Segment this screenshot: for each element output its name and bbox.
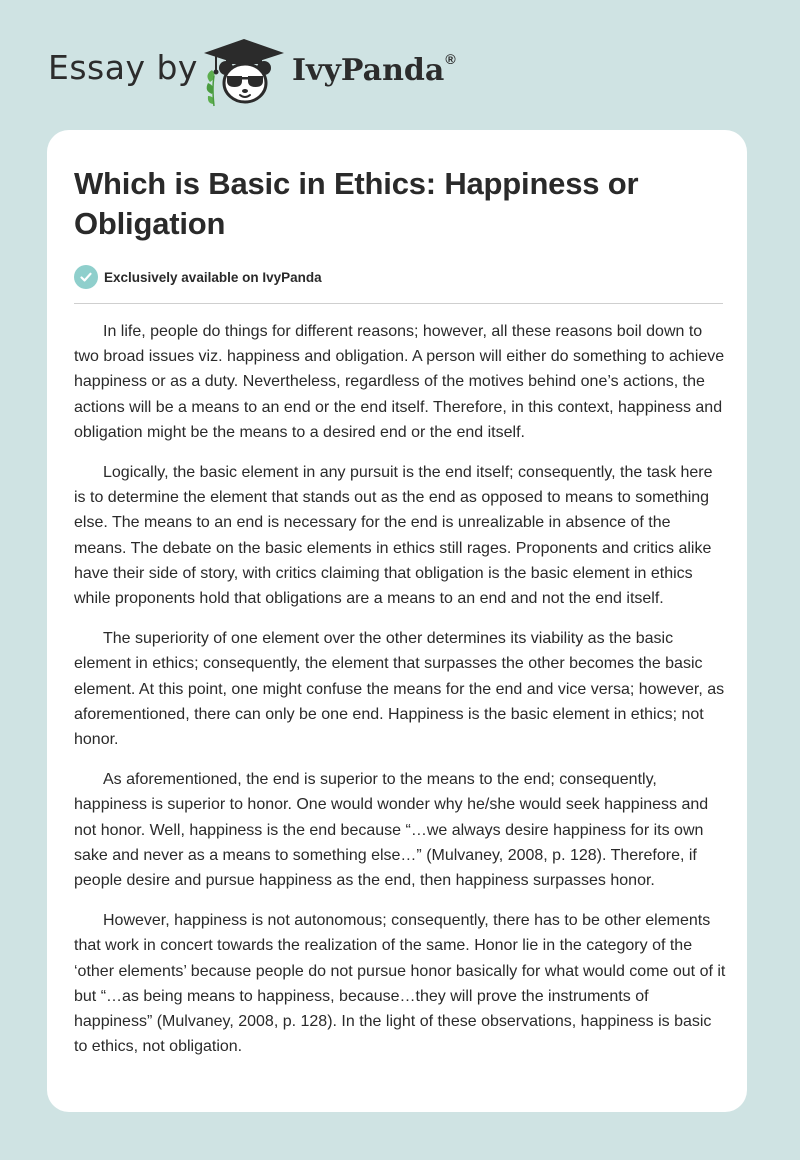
paragraph: In life, people do things for different reasons; however, all these reasons boil down to two broad issues viz. happiness and obligation. A person will either do something to achieve happiness or as a duty. Nevertheless, regardless of the motives behind one’s actions, the actions will be a means to an end or the end itself. Therefore, in this context, happiness and obligation might be the means to a desired end or the end itself.	[74, 323, 725, 441]
essay-card	[47, 130, 747, 1112]
site-header	[0, 0, 800, 130]
badge-text: Exclusively available on IvyPanda	[104, 269, 322, 285]
paragraph: Logically, the basic element in any pursuit is the end itself; consequently, the task here is to determine the element that stands out as the end as opposed to means to something else. The means to an end is necessary for the end is unrealizable in absence of the means. The debate on the basic elements in ethics still rages. Proponents and critics alike have their side of story, with critics claiming that obligation is the basic element in ethics while proponents hold that obligations are a means to an end and not the end itself.	[74, 464, 713, 608]
essay-body	[74, 319, 727, 1074]
paragraph: As aforementioned, the end is superior to the means to the end; consequently, happiness is superior to honor. One would wonder why he/she would seek happiness and not honor. Well, happiness is the end because “…we always desire happiness for its own sake and never as a means to something else…” (Mulvaney, 2008, p. 128). Therefore, if people desire and pursue happiness as the end, then happiness surpasses honor.	[74, 771, 709, 890]
paragraph: The superiority of one element over the other determines its viability as the basic element in ethics; consequently, the element that surpasses the other becomes the basic element. At this point, one might confuse the means for the end and vice versa; however, as aforementioned, there can only be one end. Happiness is the basic element in ethics; not honor.	[74, 630, 725, 749]
essay-by-label: Essay by	[48, 48, 198, 87]
paragraph: However, happiness is not autonomous; consequently, there has to be other elements that work in concert towards the realization of the same. Honor lie in the category of the ‘other elements’ because people do not pursue honor basically for what would come out of it but “…as being means to happiness, because…they will prove the instruments of happiness” (Mulvaney, 2008, p. 128). In the light of these observations, happiness is basic to ethics, not obligation.	[74, 912, 726, 1056]
essay-title: Which is Basic in Ethics: Happiness or Obligation	[74, 166, 639, 241]
exclusive-badge	[74, 264, 322, 290]
brand-text: IvyPanda	[292, 53, 445, 88]
divider	[74, 303, 723, 304]
brand-name[interactable]	[292, 51, 456, 88]
ivypanda-logo-icon[interactable]	[202, 36, 286, 108]
check-icon	[74, 265, 98, 289]
registered-mark: ®	[445, 51, 456, 67]
